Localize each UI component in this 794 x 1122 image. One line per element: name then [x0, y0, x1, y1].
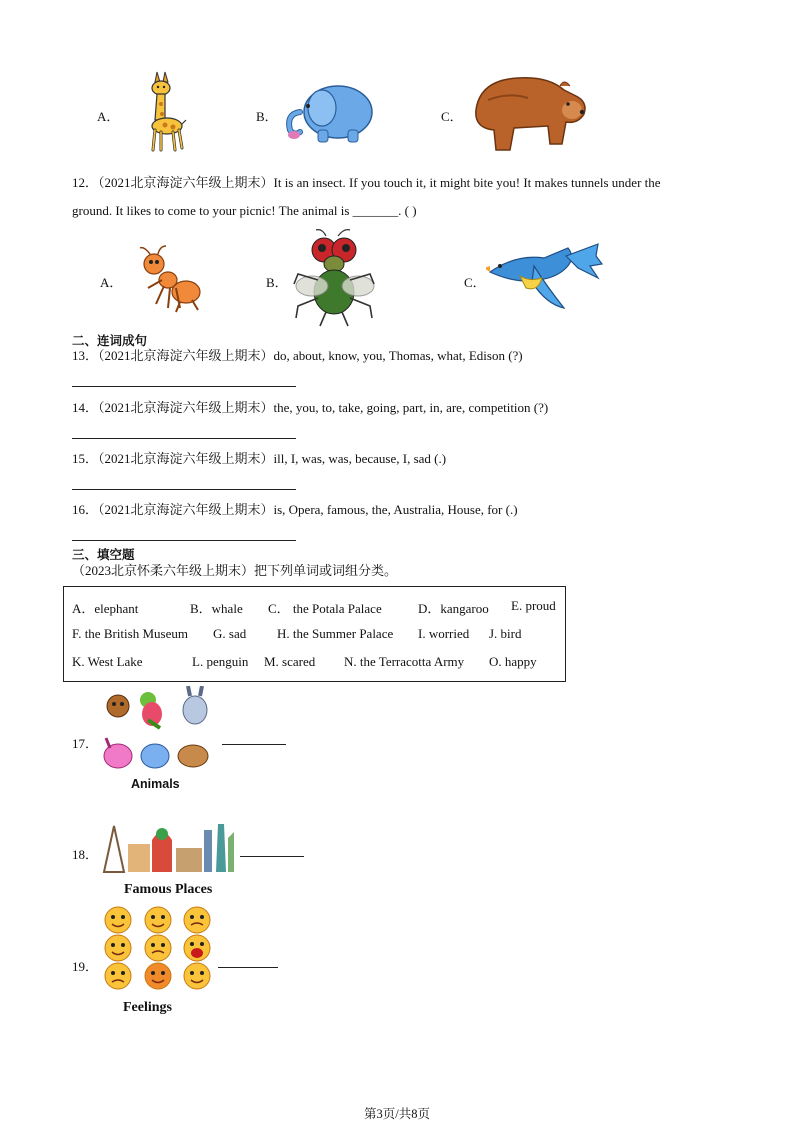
bear-icon: [468, 70, 590, 156]
word-item: B．whale: [190, 601, 243, 616]
section2-title: 二、连词成句: [72, 333, 148, 348]
animals-icon: [100, 686, 214, 774]
word-item: C． the Potala Palace: [268, 601, 382, 616]
q19-number: 19．: [72, 959, 99, 974]
word-item: K. West Lake: [72, 654, 143, 669]
q16-answer-line[interactable]: [72, 540, 296, 541]
elephant-icon: [278, 78, 380, 146]
q17-number: 17．: [72, 736, 99, 751]
q11-option-a: A．: [97, 109, 120, 124]
giraffe-icon: [135, 70, 187, 152]
word-item: A．elephant: [72, 601, 139, 616]
q19-answer-line[interactable]: [218, 967, 278, 968]
q15-text: 15．（2021北京海淀六年级上期末）ill, I, was, was, because, I, sad (.): [72, 451, 447, 466]
section3-title: 三、填空题: [72, 547, 135, 562]
famous-places-caption: Famous Places: [124, 882, 213, 897]
q12-option-c: C．: [464, 275, 486, 290]
ant-icon: [136, 244, 206, 314]
q11-option-b: B．: [256, 109, 278, 124]
animals-caption: Animals: [131, 777, 180, 791]
famous-places-icon: [100, 818, 236, 874]
q12-stem-line2: ground. It likes to come to your picnic! The animal is _______. ( ): [72, 203, 417, 218]
q13-text: 13．（2021北京海淀六年级上期末）do, about, know, you, Thomas, what, Edison (?): [72, 348, 523, 363]
q14-answer-line[interactable]: [72, 438, 296, 439]
word-item: M. scared: [264, 654, 316, 669]
word-item: I. worried: [418, 626, 470, 641]
word-item: F. the British Museum: [72, 626, 188, 641]
q18-number: 18．: [72, 847, 99, 862]
page-number: 第3页/共8页: [364, 1107, 430, 1121]
q16-text: 16．（2021北京海淀六年级上期末）is, Opera, famous, the, Australia, House, for (.): [72, 502, 518, 517]
q12-option-b: B．: [266, 275, 288, 290]
q17-answer-line[interactable]: [222, 744, 286, 745]
section3-instruction: （2023北京怀柔六年级上期末）把下列单词或词组分类。: [72, 563, 398, 578]
q11-option-c: C．: [441, 109, 463, 124]
word-item: L. penguin: [192, 654, 249, 669]
feelings-icon: [100, 906, 216, 990]
q12-option-a: A．: [100, 275, 123, 290]
word-item: H. the Summer Palace: [277, 626, 394, 641]
word-item: N. the Terracotta Army: [344, 654, 465, 669]
q15-answer-line[interactable]: [72, 489, 296, 490]
word-bank: [63, 586, 566, 682]
word-item: E. proud: [511, 598, 556, 613]
bird-icon: [486, 238, 604, 312]
fly-icon: [290, 226, 378, 328]
word-item: J. bird: [489, 626, 522, 641]
q13-answer-line[interactable]: [72, 386, 296, 387]
q12-stem-line1: 12．（2021北京海淀六年级上期末）It is an insect. If you touch it, it might bite you! It makes tunnels under the: [72, 175, 661, 190]
word-item: G. sad: [213, 626, 247, 641]
word-item: D．kangaroo: [418, 601, 489, 616]
feelings-caption: Feelings: [123, 1000, 172, 1015]
q18-answer-line[interactable]: [240, 856, 304, 857]
q14-text: 14．（2021北京海淀六年级上期末）the, you, to, take, going, part, in, are, competition (?): [72, 400, 549, 415]
word-item: O. happy: [489, 654, 537, 669]
